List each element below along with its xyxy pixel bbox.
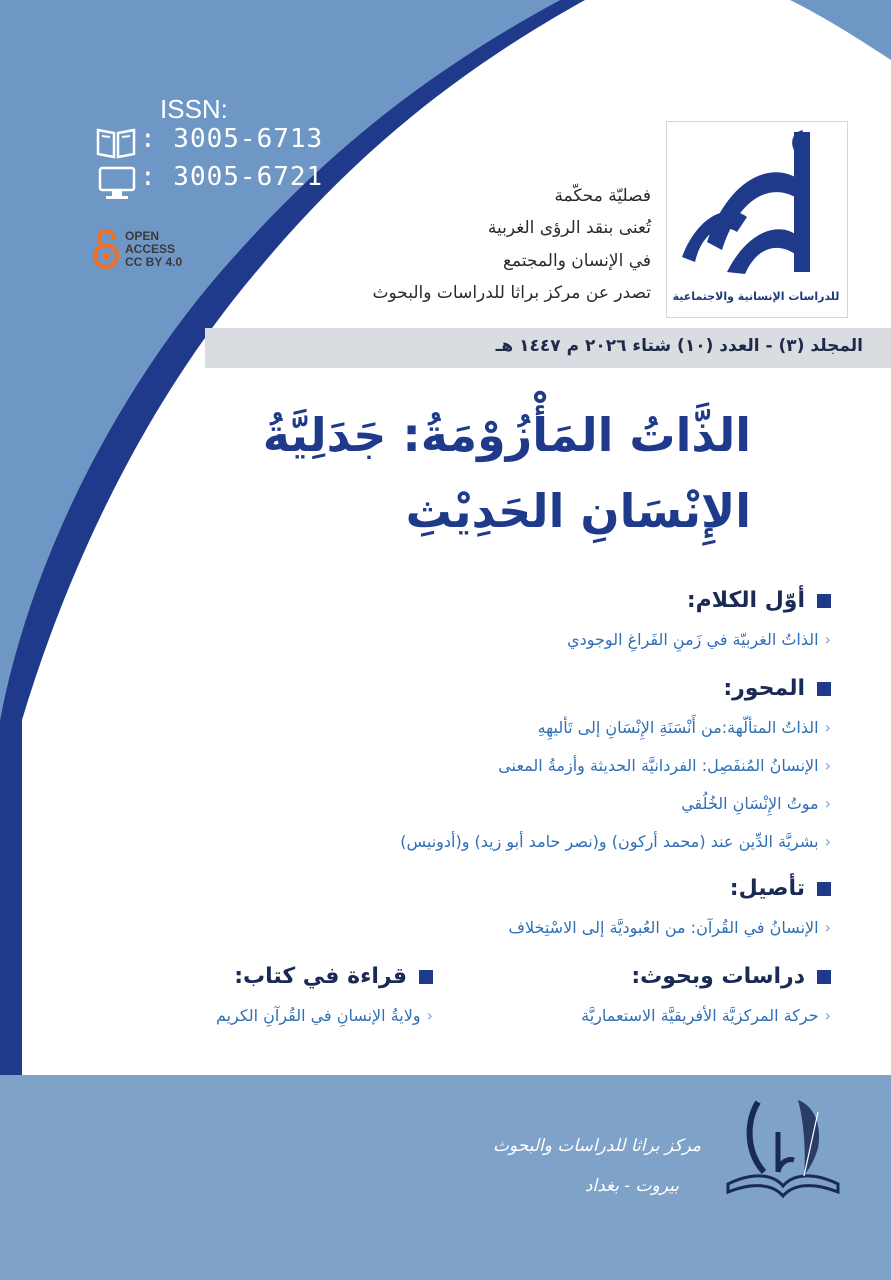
title-line-1: الذَّاتُ المَأْزُوْمَةُ: جَدَلِيَّةُ (262, 408, 751, 462)
issn-online: : 3005-6721 (140, 162, 324, 192)
open-access-line1: OPEN (125, 229, 160, 243)
bullet-square-icon (419, 970, 433, 984)
quill-book-icon (718, 1092, 848, 1202)
publisher-cities: بيروت - بغداد (584, 1176, 679, 1196)
open-access-license: CC BY 4.0 (125, 255, 183, 269)
chevron-left-icon: ‹ (824, 630, 831, 649)
chevron-left-icon: ‹ (824, 794, 831, 813)
section-qiraa-heading: قراءة في كتاب: (234, 964, 433, 989)
publisher-name: مركز براثا للدراسات والبحوث (492, 1136, 701, 1156)
article-link[interactable]: ‹بشريَّة الدِّين عند (محمد أركون) و(نصر حامد أبو زيد) و(أدونيس) (400, 832, 831, 851)
section-mehwar-heading: المحور: (723, 676, 831, 701)
chevron-left-icon: ‹ (824, 832, 831, 851)
chevron-left-icon: ‹ (824, 756, 831, 775)
journal-logo (666, 121, 848, 318)
section-taseel-heading: تأصيل: (730, 876, 831, 901)
article-link[interactable]: ‹ولايةُ الإنسانِ في القُرآنِ الكريم (215, 1006, 433, 1025)
issn-print: : 3005-6713 (140, 124, 324, 154)
monitor-icon (98, 166, 136, 202)
section-dirasat-heading: دراسات وبحوث: (631, 964, 831, 989)
open-access-line2: ACCESS (125, 242, 176, 256)
chevron-left-icon: ‹ (824, 918, 831, 937)
article-link[interactable]: ‹الإنسانُ المُنفَصِل: الفردانيَّة الحديثة وأزمةُ المعنى (498, 756, 831, 775)
article-link[interactable]: ‹حركة المركزيَّة الأفريقيَّة الاستعماريَّة (581, 1006, 831, 1025)
journal-scope: في الإنسان والمجتمع (502, 251, 651, 271)
article-link[interactable]: ‹الذاتُ الغربيّة في زَمنِ الفَراغِ الوجودي (567, 630, 831, 649)
chevron-left-icon: ‹ (824, 1006, 831, 1025)
chevron-left-icon: ‹ (824, 718, 831, 737)
article-link[interactable]: ‹موتُ الإِنْسَانِ الخُلُقي (681, 794, 831, 813)
logo-mark-icon (667, 122, 847, 292)
chevron-left-icon: ‹ (426, 1006, 433, 1025)
issue-info: المجلد (٣) - العدد (١٠) شتاء ٢٠٢٦ م ١٤٤٧ هـ (495, 336, 863, 356)
journal-type: فصليّة محكّمة (554, 186, 651, 206)
journal-focus: تُعنى بنقد الرؤى الغربية (487, 218, 651, 238)
article-link[interactable]: ‹الإنسانُ في القُرآن: من العُبوديَّة إلى الاسْتِخلاف (508, 918, 831, 937)
issn-label: ISSN: (160, 94, 228, 124)
article-link[interactable]: ‹الذاتُ المتألّهة:من أَنْسَنَةِ الإِنْسَانِ إلى تَأليهِهِ (537, 718, 831, 737)
bullet-square-icon (817, 882, 831, 896)
bullet-square-icon (817, 970, 831, 984)
bullet-square-icon (817, 682, 831, 696)
title-line-2: الإِنْسَانِ الحَدِيْثِ (405, 484, 751, 538)
book-icon (95, 124, 137, 160)
open-access-lock-icon (92, 226, 120, 270)
bullet-square-icon (817, 594, 831, 608)
logo-caption: للدراسات الإنسانية والاجتماعية (672, 290, 840, 303)
section-awwal-heading: أوّل الكلام: (687, 588, 831, 613)
journal-publisher-line: تصدر عن مركز براثا للدراسات والبحوث (372, 283, 651, 303)
